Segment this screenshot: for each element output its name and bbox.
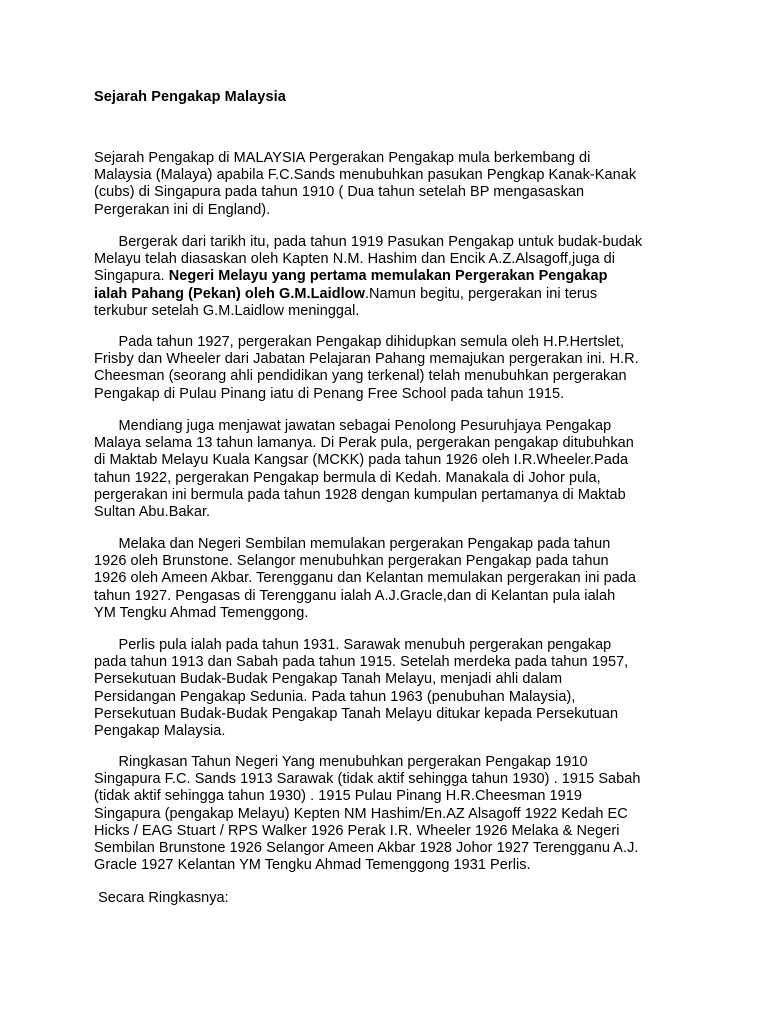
text-line <box>94 286 714 303</box>
text-line: (cubs) di Singapura pada tahun 1910 ( Dua tahun setelah BP mengasaskan <box>94 184 585 201</box>
text-line: Singapura (pengakap Melayu) Kepten NM Hashim/En.AZ Alsagoff 1922 Kedah EC <box>94 805 628 822</box>
text-line: 1926 oleh Brunstone. Selangor menubuhkan pergerakan Pengakap pada tahun <box>94 553 609 570</box>
text-line: 1926 oleh Ameen Akbar. Terengganu dan Kelantan memulakan pergerakan ini pada <box>94 570 637 587</box>
text-line: Sultan Abu.Bakar. <box>94 504 211 521</box>
text-line: di Maktab Melayu Kuala Kangsar (MCKK) pada tahun 1926 oleh I.R.Wheeler.Pada <box>94 452 629 469</box>
paragraph-1919 <box>94 234 714 320</box>
bold-text-run: ialah Pahang (Pekan) oleh G.M.Laidlow <box>94 285 365 302</box>
text-run: Singapura. <box>94 268 169 285</box>
text-line: Pergerakan ini di England). <box>94 201 271 218</box>
text-line: Mendiang juga menjawat jawatan sebagai Penolong Pesuruhjaya Pengakap <box>94 418 612 434</box>
text-line: (tidak aktif sehingga tahun 1930) . 1915 Pulau Pinang H.R.Cheesman 1919 <box>94 788 583 805</box>
text-line: Pada tahun 1927, pergerakan Pengakap dihidupkan semula oleh H.P.Hertslet, <box>94 334 625 350</box>
paragraph-ringkasan <box>94 754 714 874</box>
text-line: Sejarah Pengakap di MALAYSIA Pergerakan Pengakap mula berkembang di <box>94 150 591 166</box>
bold-text-run: Negeri Melayu yang pertama memulakan Pergerakan Pengakap <box>168 268 608 285</box>
text-line: Singapura F.C. Sands 1913 Sarawak (tidak aktif sehingga tahun 1930) . 1915 Sabah <box>94 771 641 788</box>
text-line: Melayu telah diasaskan oleh Kapten N.M. Hashim dan Encik A.Z.Alsagoff,juga di <box>94 251 616 268</box>
text-line: Malaysia (Malaya) apabila F.C.Sands menubuhkan pasukan Pengkap Kanak-Kanak <box>94 167 637 184</box>
paragraph-intro <box>94 150 714 219</box>
paragraph-perlis <box>94 637 714 740</box>
text-line: Sembilan Brunstone 1926 Selangor Ameen Akbar 1928 Johor 1927 Terengganu A.J. <box>94 840 639 857</box>
text-line: Hicks / EAG Stuart / RPS Walker 1926 Perak I.R. Wheeler 1926 Melaka & Negeri <box>94 822 620 839</box>
text-line: terkubur setelah G.M.Laidlow meninggal. <box>94 302 360 319</box>
text-line: Perlis pula ialah pada tahun 1931. Sarawak menubuh pergerakan pengakap <box>94 637 612 653</box>
text-line: Pengakap Malaysia. <box>94 723 226 740</box>
text-line: Malaya selama 13 tahun lamanya. Di Perak pula, pergerakan pengakap ditubuhkan <box>94 435 634 452</box>
document-title: Sejarah Pengakap Malaysia <box>94 89 286 105</box>
text-line <box>94 268 714 285</box>
text-line: tahun 1922, pergerakan Pengakap bermula di Kedah. Manakala di Johor pula, <box>94 469 601 486</box>
text-line: Pengakap di Pulau Pinang iatu di Penang Free School pada tahun 1915. <box>94 385 565 402</box>
text-line: Bergerak dari tarikh itu, pada tahun 1919 Pasukan Pengakap untuk budak-budak <box>94 234 643 250</box>
paragraph-1927 <box>94 334 714 403</box>
text-line: Persekutuan Budak-Budak Pengakap Tanah Melayu, menjadi ahli dalam <box>94 671 563 688</box>
paragraph-secara-ringkasnya <box>94 890 714 907</box>
paragraph-mendiang <box>94 418 714 521</box>
text-line: pergerakan ini bermula pada tahun 1928 dengan kumpulan pertamanya di Maktab <box>94 486 626 503</box>
paragraph-melaka <box>94 536 714 622</box>
text-run: .Namun begitu, pergerakan ini terus <box>364 285 598 302</box>
text-line: Melaka dan Negeri Sembilan memulakan pergerakan Pengakap pada tahun <box>94 536 611 552</box>
text-line: Frisby dan Wheeler dari Jabatan Pelajaran Pahang memajukan pergerakan ini. H.R. <box>94 351 639 368</box>
text-line: Secara Ringkasnya: <box>94 890 229 906</box>
text-line: Ringkasan Tahun Negeri Yang menubuhkan pergerakan Pengakap 1910 <box>94 754 588 770</box>
text-line: YM Tengku Ahmad Temenggong. <box>94 604 309 621</box>
text-line: Persidangan Pengakap Sedunia. Pada tahun 1963 (penubuhan Malaysia), <box>94 688 576 705</box>
text-line: Cheesman (seorang ahli pendidikan yang terkenal) telah menubuhkan pergerakan <box>94 368 627 385</box>
text-line: Gracle 1927 Kelantan YM Tengku Ahmad Temenggong 1931 Perlis. <box>94 857 531 874</box>
text-line: Persekutuan Budak-Budak Pengakap Tanah Melayu ditukar kepada Persekutuan <box>94 705 619 722</box>
text-line: pada tahun 1913 dan Sabah pada tahun 1915. Setelah merdeka pada tahun 1957, <box>94 654 629 671</box>
text-line: tahun 1927. Pengasas di Terengganu ialah A.J.Gracle,dan di Kelantan pula ialah <box>94 587 616 604</box>
